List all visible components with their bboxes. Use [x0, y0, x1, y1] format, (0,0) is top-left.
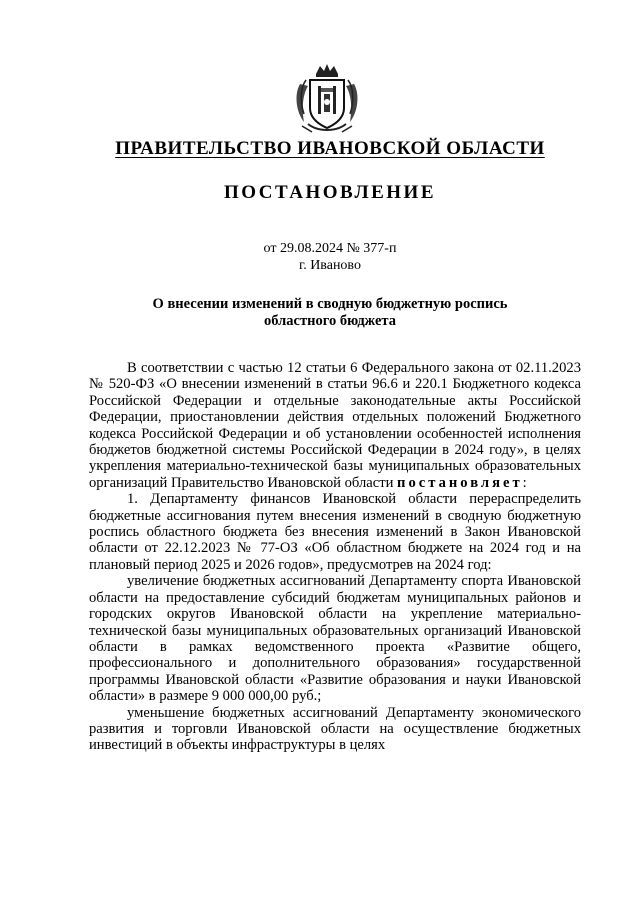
coat-of-arms-icon: [292, 62, 362, 134]
point-1-paragraph: 1. Департаменту финансов Ивановской области перераспределить бюджетные ассигнования путем внесения изменений в сводную бюджетную роспись областного бюджета без внесения изменений в Закон Ивановской области от 22.12.2023 № 77-ОЗ «Об областном бюджете на 2024 год и на плановый период 2025 и 2026 годов», предусмотрев на 2024 год:: [89, 491, 581, 573]
preamble-text: В соответствии с частью 12 статьи 6 Федерального закона от 02.11.2023 № 520-ФЗ «О внесении изменений в статьи 96.6 и 220.1 Бюджетного кодекса Российской Федерации и отдельные законодательные акты Российской Федерации, приостановлении действия отдельных положений Бюджетного кодекса Российской Федерации и об установлении особенностей исполнения бюджетов бюджетной системы Российской Федерации в 2024 году», в целях укрепления материально-технической базы муниципальных образовательных организаций Правительство Ивановской области: [89, 360, 581, 491]
preamble-paragraph: [89, 360, 581, 491]
document-title-line-2: областного бюджета: [264, 313, 396, 329]
decree-word: постановляет: [397, 474, 523, 491]
organization-title: ПРАВИТЕЛЬСТВО ИВАНОВСКОЙ ОБЛАСТИ: [115, 138, 545, 159]
decrease-paragraph: уменьшение бюджетных ассигнований Департаменту экономического развития и торговли Ивановской области на осуществление бюджетных инвестиций в объекты инфраструктуры в целях: [89, 704, 581, 754]
city: г. Иваново: [299, 258, 361, 273]
document-meta: [0, 240, 640, 274]
document-title: [0, 296, 640, 330]
decree-colon: :: [522, 474, 527, 491]
date-number: от 29.08.2024 № 377-п: [263, 241, 397, 256]
document-body: [89, 360, 581, 754]
document-title-line-1: О внесении изменений в сводную бюджетную роспись: [152, 296, 508, 312]
increase-paragraph: увеличение бюджетных ассигнований Департаменту спорта Ивановской области на предоставление субсидий бюджетам муниципальных районов и городских округов Ивановской области на укрепление материально-технической базы муниципальных образовательных организаций Ивановской области в рамках ведомственного проекта «Развитие общего, профессионального и дополнительного образования» государственной программы Ивановской области «Развитие образования и науки Ивановской области» в размере 9 000 000,00 руб.;: [89, 573, 581, 705]
document-type-heading: ПОСТАНОВЛЕНИЕ: [223, 182, 437, 203]
